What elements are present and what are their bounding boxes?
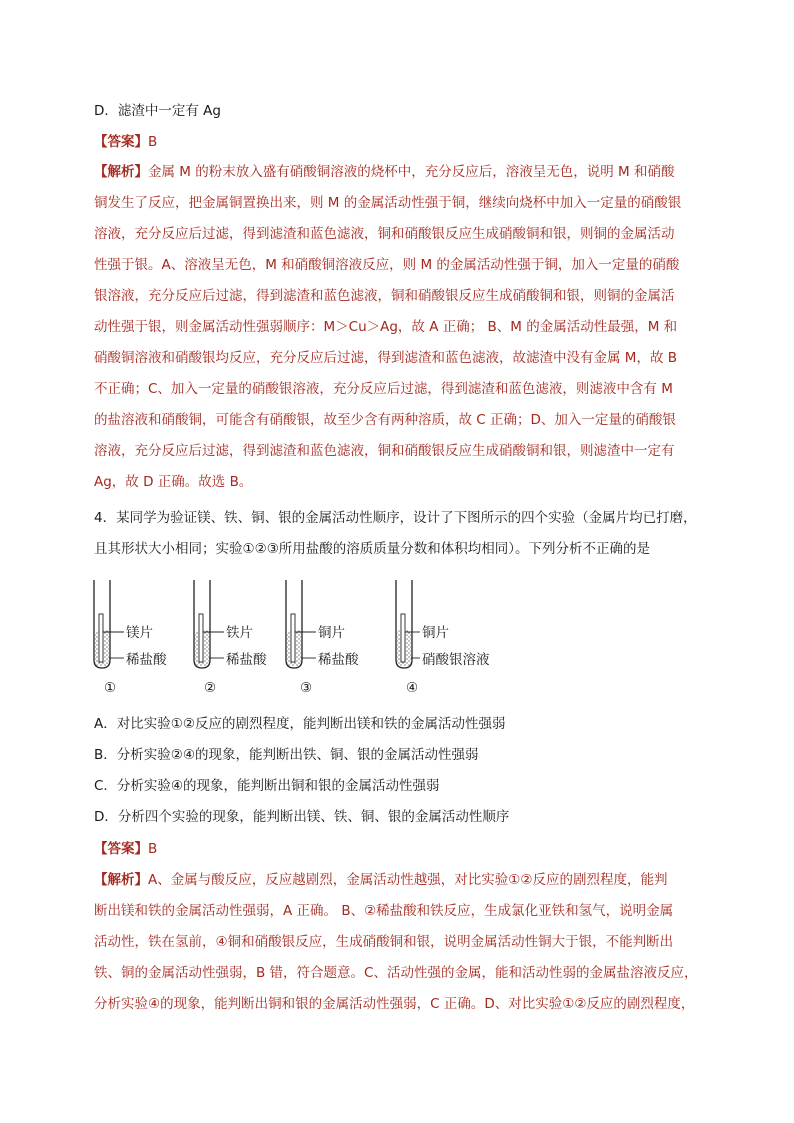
q3-analysis-line: 溶液，充分反应后过滤，得到滤渣和蓝色滤液，铜和硝酸银反应生成硝酸铜和银，则滤渣中一定有 xyxy=(94,443,675,459)
q4-analysis-line: 断出镁和铁的金属活动性强弱，A 正确。 B、②稀盐酸和铁反应，生成氯化亚铁和氢气，说明金属 xyxy=(94,903,674,919)
test-tube-3 xyxy=(286,580,316,668)
tube-4-liquid-label: 硝酸银溶液 xyxy=(422,652,490,668)
q3-analysis-line: 动性强于银，则金属活动性强弱顺序：M＞Cu＞Ag，故 A 正确； B、M 的金属活动性最强，M 和 xyxy=(94,319,678,335)
q3-analysis-text: 金属 M 的粉末放入盛有硝酸铜溶液的烧杯中，充分反应后，溶液呈无色，说明 M 和硝酸 xyxy=(148,164,675,180)
q4-analysis-line xyxy=(94,870,704,890)
tube-4-number: ④ xyxy=(406,680,419,696)
q3-analysis-line: Ag，故 D 正确。故选 B。 xyxy=(94,474,253,490)
q4-option-d: D．分析四个实验的现象，能判断出镁、铁、铜、银的金属活动性顺序 xyxy=(94,809,510,825)
q4-option-a: A．对比实验①②反应的剧烈程度，能判断出镁和铁的金属活动性强弱 xyxy=(94,716,506,732)
q3-answer-tag: 【答案】 xyxy=(94,134,148,150)
tube-1-metal-label: 镁片 xyxy=(126,625,153,641)
q4-analysis-tag: 【解析】 xyxy=(94,872,148,888)
q4-answer: B xyxy=(148,841,158,857)
q4-analysis-line: 分析实验④的现象，能判断出铜和银的金属活动性强弱，C 正确。D、对比实验①②反应的剧烈程度， xyxy=(94,996,695,1012)
tube-1-liquid-label: 稀盐酸 xyxy=(126,652,167,668)
q4-option-c: C．分析实验④的现象，能判断出铜和银的金属活动性强弱 xyxy=(94,778,440,794)
q3-analysis-line: 铜发生了反应，把金属铜置换出来，则 M 的金属活动性强于铜，继续向烧杯中加入一定量的硝酸银 xyxy=(94,195,682,211)
tube-2-metal-label: 铁片 xyxy=(226,625,253,641)
q3-analysis-line: 银溶液，充分反应后过滤，得到滤渣和蓝色滤液，铜和硝酸银反应生成硝酸铜和银，则铜的金属活 xyxy=(94,288,675,304)
q4-analysis-line: 铁、铜的金属活动性强弱，B 错，符合题意。C、活动性强的金属，能和活动性弱的金属盐溶液反应， xyxy=(94,965,698,981)
tube-4-metal-label: 铜片 xyxy=(422,625,449,641)
tube-2-number: ② xyxy=(204,680,217,696)
q4-answer-line xyxy=(94,839,704,859)
q3-answer-line xyxy=(94,132,704,152)
metal-strip-4 xyxy=(401,614,405,662)
test-tube-4 xyxy=(396,580,420,668)
test-tube-figure xyxy=(90,578,550,698)
metal-strip-2 xyxy=(199,614,203,662)
q4-analysis-line: 活动性，铁在氢前，④铜和硝酸银反应，生成硝酸铜和银，说明金属活动性铜大于银，不能判断出 xyxy=(94,934,674,950)
q3-analysis-line: 性强于银。A、溶液呈无色，M 和硝酸铜溶液反应，则 M 的金属活动性强于铜，加入一定量的硝酸 xyxy=(94,257,680,273)
test-tube-1 xyxy=(94,580,124,668)
q4-option-b: B．分析实验②④的现象，能判断出铁、铜、银的金属活动性强弱 xyxy=(94,747,479,763)
tube-3-metal-label: 铜片 xyxy=(318,625,345,641)
tube-3-number: ③ xyxy=(300,680,313,696)
metal-strip-3 xyxy=(291,614,295,662)
q4-stem-line: 4．某同学为验证镁、铁、铜、银的金属活动性顺序，设计了下图所示的四个实验（金属片均已打磨， xyxy=(94,510,697,526)
q4-answer-tag: 【答案】 xyxy=(94,841,148,857)
q3-analysis-line: 不正确；C、加入一定量的硝酸银溶液，充分反应后过滤，得到滤渣和蓝色滤液，则滤液中含有 M xyxy=(94,381,673,397)
q3-analysis-line: 溶液，充分反应后过滤，得到滤渣和蓝色滤液，铜和硝酸银反应生成硝酸铜和银，则铜的金属活动 xyxy=(94,226,675,242)
test-tube-2 xyxy=(194,580,224,668)
q3-answer: B xyxy=(148,134,158,150)
q4-stem-line: 且其形状大小相同；实验①②③所用盐酸的溶质质量分数和体积均相同）。下列分析不正确的是 xyxy=(94,541,651,557)
q3-analysis-line: 的盐溶液和硝酸铜，可能含有硝酸银，故至少含有两种溶质，故 C 正确；D、加入一定量的硝酸银 xyxy=(94,412,676,428)
q4-analysis-text: A、金属与酸反应，反应越剧烈，金属活动性越强，对比实验①②反应的剧烈程度，能判 xyxy=(148,872,668,888)
tube-1-number: ① xyxy=(104,680,117,696)
metal-strip-1 xyxy=(99,614,103,662)
q3-analysis-line xyxy=(94,162,704,182)
tube-2-liquid-label: 稀盐酸 xyxy=(226,652,267,668)
q3-analysis-tag: 【解析】 xyxy=(94,164,148,180)
q3-analysis-line: 硝酸铜溶液和硝酸银均反应，充分反应后过滤，得到滤渣和蓝色滤液，故滤渣中没有金属 M，故 B xyxy=(94,350,677,366)
tube-3-liquid-label: 稀盐酸 xyxy=(318,652,359,668)
q3-option-d: D．滤渣中一定有 Ag xyxy=(94,103,221,119)
